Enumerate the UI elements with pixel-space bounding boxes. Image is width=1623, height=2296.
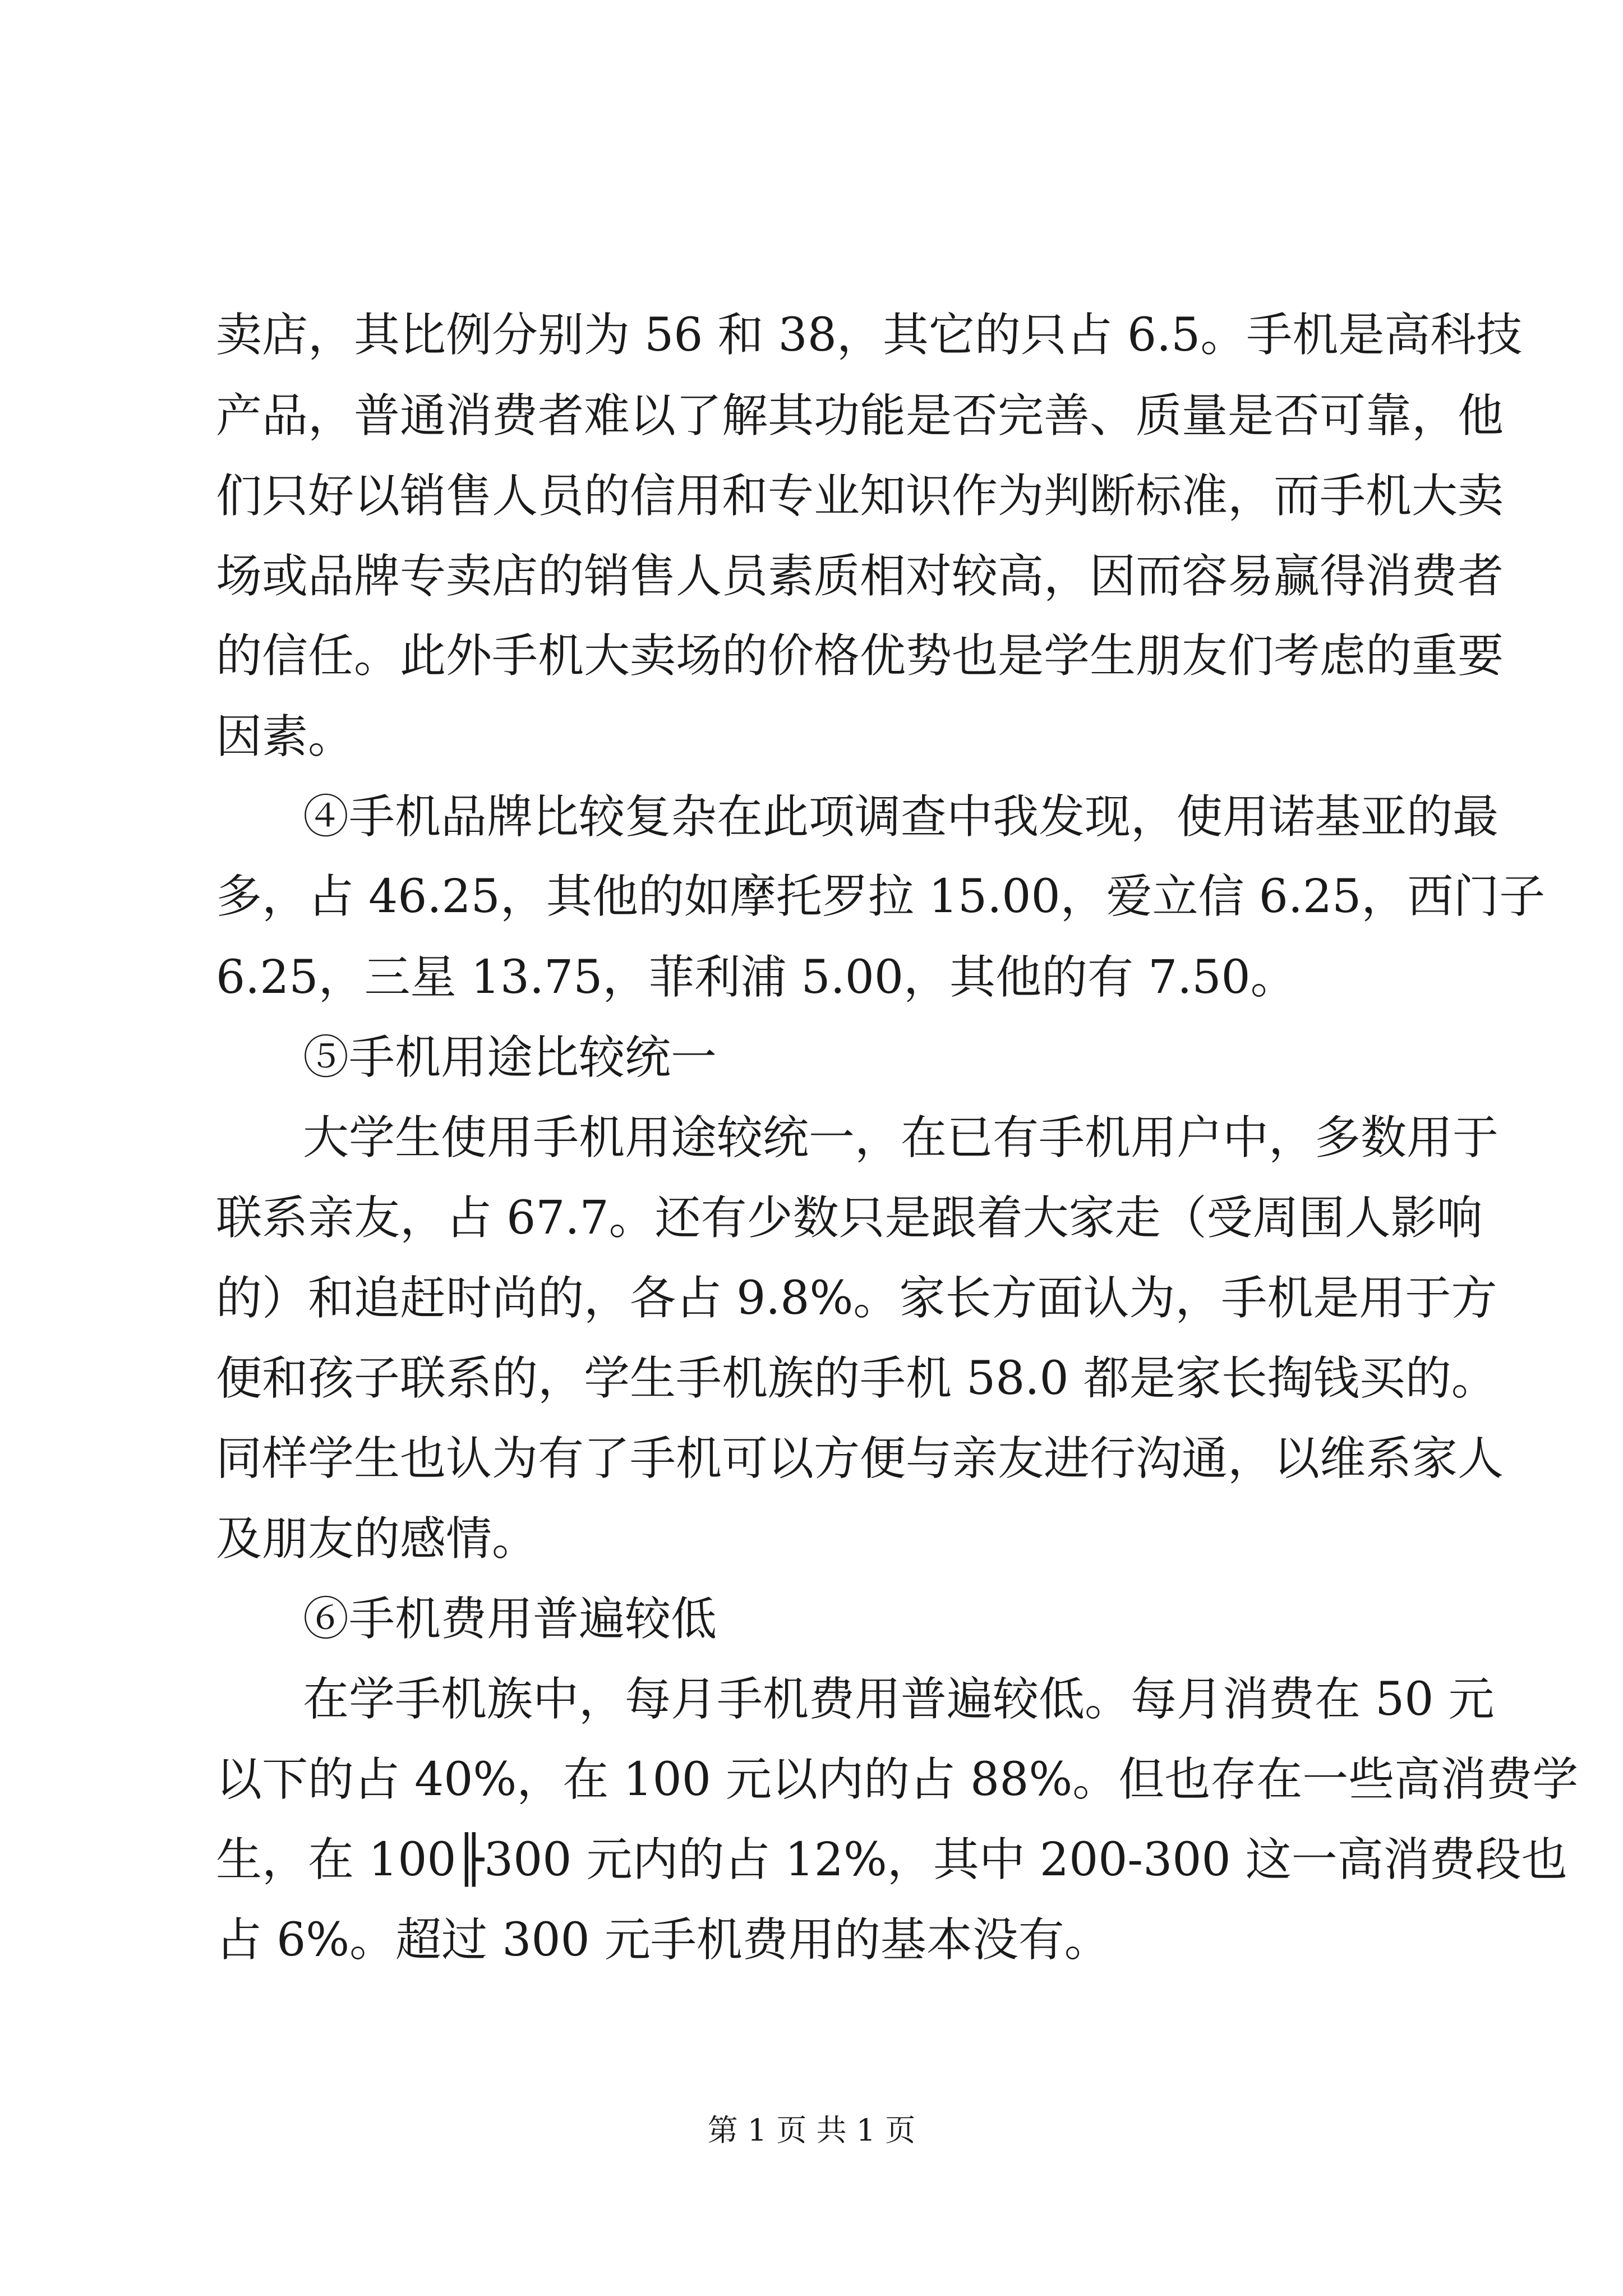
section-6-paragraph: 在学手机族中，每月手机费用普遍较低。每月消费在 50 元 — [303, 1673, 1495, 1726]
text-line: 多，占 46.25，其他的如摩托罗拉 15.00，爱立信 6.25，西门子 — [216, 870, 1546, 923]
text-line: 以下的占 40%，在 100 元以内的占 88%。但也存在一些高消费学 — [216, 1753, 1579, 1806]
text-line: 们只好以销售人员的信用和专业知识作为判断标准，而手机大卖 — [216, 470, 1504, 523]
section-5-paragraph: 大学生使用手机用途较统一，在已有手机用户中，多数用于 — [303, 1111, 1499, 1165]
section-5-heading: ⑤手机用途比较统一 — [303, 1031, 717, 1084]
text-line: 同样学生也认为有了手机可以方便与亲友进行沟通，以维系家人 — [216, 1432, 1504, 1485]
text-line: 生，在 100╟300 元内的占 12%，其中 200-300 这一高消费段也 — [216, 1833, 1567, 1887]
text-line: 因素。 — [216, 710, 354, 763]
section-4-paragraph: ④手机品牌比较复杂在此项调查中我发现，使用诺基亚的最 — [303, 790, 1499, 844]
text-line: 及朋友的感情。 — [216, 1512, 538, 1566]
page-number-footer: 第 1 页 共 1 页 — [707, 2113, 916, 2148]
text-line: 场或品牌专卖店的销售人员素质相对较高，因而容易赢得消费者 — [216, 550, 1504, 603]
text-line: 6.25，三星 13.75，菲利浦 5.00，其他的有 7.50。 — [216, 951, 1297, 1004]
section-6-heading: ⑥手机费用普遍较低 — [303, 1593, 717, 1646]
text-line: 卖店，其比例分别为 56 和 38，其它的只占 6.5。手机是高科技 — [216, 309, 1523, 362]
text-line: 的）和追赶时尚的，各占 9.8%。家长方面认为，手机是用于方 — [216, 1272, 1497, 1325]
text-line: 的信任。此外手机大卖场的价格优势也是学生朋友们考虑的重要 — [216, 629, 1504, 683]
text-line: 便和孩子联系的，学生手机族的手机 58.0 都是家长掏钱买的。 — [216, 1352, 1497, 1405]
text-line: 产品，普通消费者难以了解其功能是否完善、质量是否可靠，他 — [216, 389, 1504, 443]
text-line: 占 6%。超过 300 元手机费用的基本没有。 — [216, 1913, 1110, 1967]
text-line: 联系亲友，占 67.7。还有少数只是跟着大家走（受周围人影响 — [216, 1191, 1483, 1245]
